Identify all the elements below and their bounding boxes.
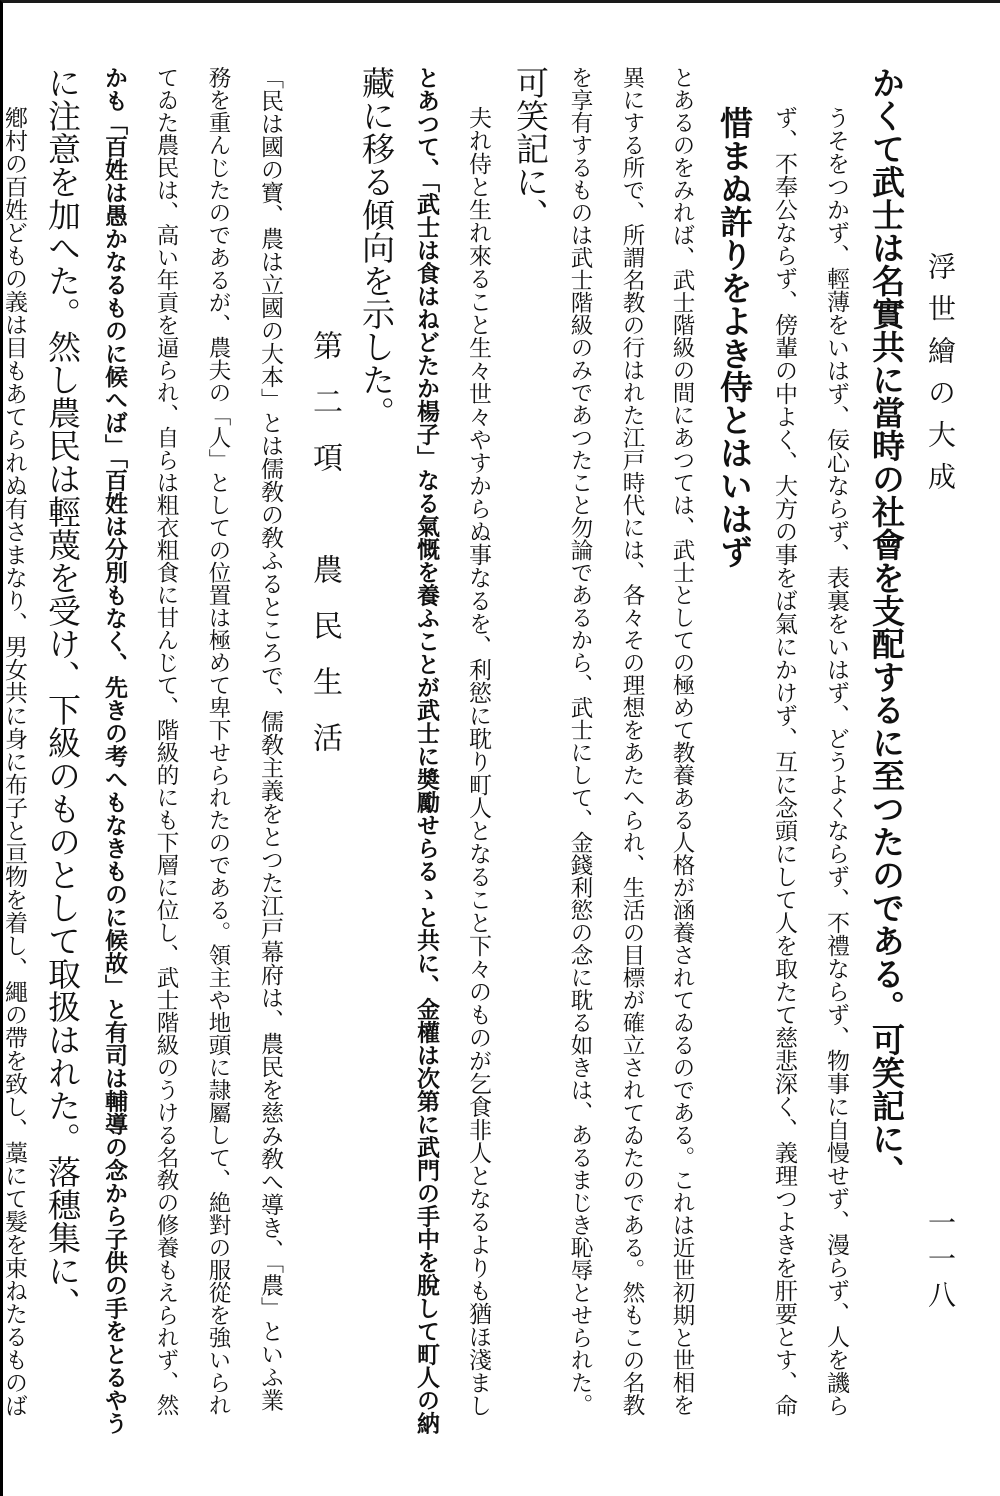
running-title: 浮世繪の大成: [924, 252, 957, 504]
quote-line: 惜まぬ許りをよき侍とはいはず: [715, 106, 754, 568]
text-line: とあるのをみれば、武士階級の間にあつては、武士としての極めて教養ある人格が涵養されてゐるのである。これは近世初期と世相を: [669, 66, 695, 1416]
text-line: 異にする所で、所謂名教の行はれた江戸時代には、各々その理想をあたへられ、生活の目標が確立されてゐたのである。然もこの名教: [619, 66, 645, 1416]
text-line: かくて武士は名實共に當時の社會を支配するに至つたのである。可笑記に、: [867, 66, 906, 1188]
text-line: 「民は國の寶、農は立國の大本」とは儒敎の敎ふるところで、儒敎主義をとつた江戸幕府は、農民を慈み敎へ導き、「農」といふ業: [257, 66, 283, 1412]
quote-line: ず、不奉公ならず、傍輩の中よく、大方の事をば氣にかけず、互に念頭にして人を取たて慈悲深く、義理つよきを肝要とす、命: [771, 106, 797, 1417]
section-heading: 第二項 農民生活: [307, 330, 342, 778]
text-line: に注意を加へた。然し農民は輕蔑を受け、下級のものとして取扱はれた。落穗集に、: [43, 66, 82, 1320]
quote-line: うそをつかず、輕薄をいはず、佞心ならず、表裏をいはず、どうよくならず、不禮ならず、物事に自慢せず、漫らず、人を譏ら: [823, 106, 849, 1417]
text-line: 藏に移る傾向を示した。: [357, 66, 396, 429]
text-line: 務を重んじたのであるが、農夫の「人」としての位置は極めて卑下せられたのである。領主や地頭に隷屬して、絶對の服從を強いられ: [205, 66, 231, 1416]
text-line: 可笑記に、: [511, 66, 550, 231]
quote-line: 夫れ侍と生れ來ること生々世々やすからぬ事なるを、利慾に耽り町人となること下々のものが乞食非人となるよりも猶ほ淺まし: [465, 106, 491, 1417]
text-line: かも「百姓は愚かなるものに候へば」「百姓は分別もなく、先きの考へもなきものに候故」と有司は輔導の念から子供の手をとるやう: [101, 66, 128, 1435]
text-line: とあつて、「武士は食はねどたか楊子」なる氣慨を養ふことが武士に奬勵せらるゝと共に、金權は次第に武門の手中を脫して町人の納: [413, 66, 440, 1435]
text-line: を享有するものは武士階級のみであつたこと勿論であるから、武士にして、金錢利慾の念に耽る如きは、あるまじき恥辱とせられた。: [567, 66, 593, 1416]
text-line: てゐた農民は、高い年貢を逼られ、自らは粗衣粗食に甘んじて、階級的にも下層に位し、武士階級のうける名敎の修養もえられず、然: [153, 66, 179, 1416]
quote-line: 鄕村の百姓どもの義は目もあてられぬ有さまなり、男女共に身に布子と亘物を着し、繩の帶を致し、藁にて髮を束ねたるものば: [1, 106, 27, 1417]
page-number: 一一八: [924, 1208, 957, 1316]
